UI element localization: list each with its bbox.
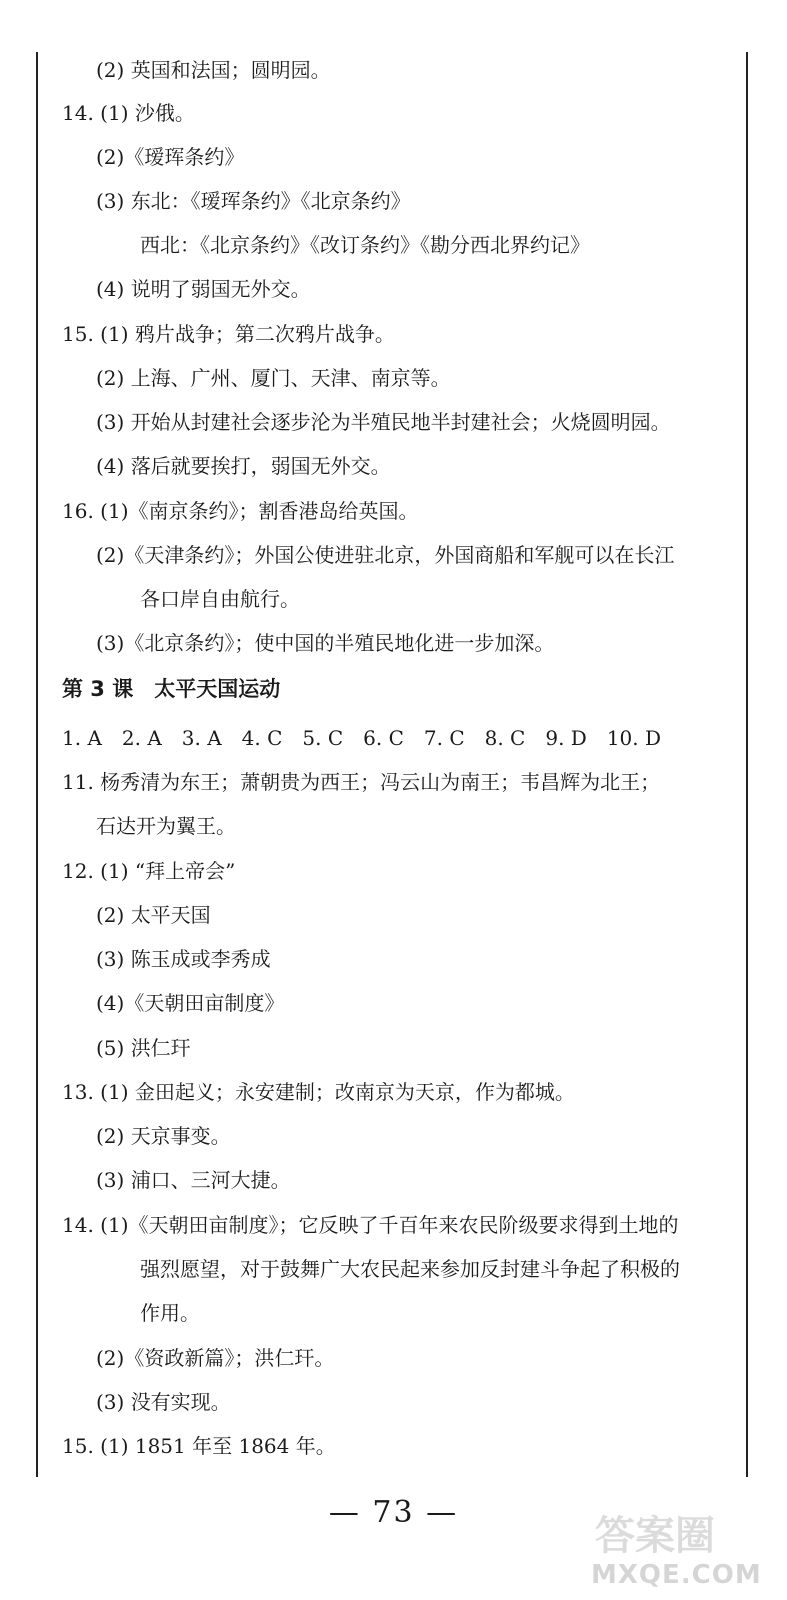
left-margin-rule <box>36 52 38 1477</box>
answer-line: 西北：《北京条约》《改订条约》《勘分西北界约记》 <box>140 233 590 257</box>
answer-line: 作用。 <box>140 1301 200 1325</box>
answer-line: (4)《天朝田亩制度》 <box>96 991 285 1015</box>
answer-line: (3) 浦口、三河大捷。 <box>96 1168 291 1192</box>
answer-line: (2)《瑷珲条约》 <box>96 145 245 169</box>
watermark <box>575 1504 775 1594</box>
answer-line: 各口岸自由航行。 <box>140 587 300 611</box>
answer-line: (3) 东北：《瑷珲条约》《北京条约》 <box>96 189 411 213</box>
answer-line: 13. (1) 金田起义；永安建制；改南京为天京，作为都城。 <box>62 1080 575 1104</box>
answer-line: (2) 太平天国 <box>96 903 211 927</box>
page-number: — 73 — <box>328 1495 459 1530</box>
answer-line: 石达开为翼王。 <box>96 814 236 838</box>
answer-line: (4) 落后就要挨打，弱国无外交。 <box>96 454 391 478</box>
answer-line: (2)《资政新篇》；洪仁玕。 <box>96 1346 335 1370</box>
answer-line: 1. A 2. A 3. A 4. C 5. C 6. C 7. C 8. C 9. D 10. D <box>62 726 662 750</box>
answer-line: (2) 天京事变。 <box>96 1124 231 1148</box>
answer-line: (3) 陈玉成或李秀成 <box>96 947 271 971</box>
answer-line: (3) 开始从封建社会逐步沦为半殖民地半封建社会；火烧圆明园。 <box>96 410 671 434</box>
answer-line: 15. (1) 1851 年至 1864 年。 <box>62 1434 336 1458</box>
answer-line: 强烈愿望，对于鼓舞广大农民起来参加反封建斗争起了积极的 <box>140 1257 680 1281</box>
answer-line: (2) 英国和法国；圆明园。 <box>96 58 331 82</box>
answer-line: 12. (1) “拜上帝会” <box>62 859 236 883</box>
answer-line: 16. (1)《南京条约》；割香港岛给英国。 <box>62 499 419 523</box>
answer-line: 11. 杨秀清为东王；萧朝贵为西王；冯云山为南王；韦昌辉为北王； <box>62 770 661 794</box>
watermark-logo: 答案圈 <box>595 1513 715 1559</box>
section-heading: 第 3 课 太平天国运动 <box>62 677 281 701</box>
watermark-text: MXQE.COM <box>591 1560 762 1590</box>
answer-line: (3)《北京条约》；使中国的半殖民地化进一步加深。 <box>96 631 555 655</box>
answer-line: (3) 没有实现。 <box>96 1390 231 1414</box>
answer-line: (2)《天津条约》；外国公使进驻北京，外国商船和军舰可以在长江 <box>96 543 675 567</box>
answer-line: (4) 说明了弱国无外交。 <box>96 277 311 301</box>
answer-line: 15. (1) 鸦片战争；第二次鸦片战争。 <box>62 322 395 346</box>
answer-line: (5) 洪仁玕 <box>96 1036 191 1060</box>
answer-line: 14. (1)《天朝田亩制度》；它反映了千百年来农民阶级要求得到土地的 <box>62 1213 679 1237</box>
answer-line: (2) 上海、广州、厦门、天津、南京等。 <box>96 366 451 390</box>
answer-line: 14. (1) 沙俄。 <box>62 101 195 125</box>
right-margin-rule <box>746 52 748 1477</box>
